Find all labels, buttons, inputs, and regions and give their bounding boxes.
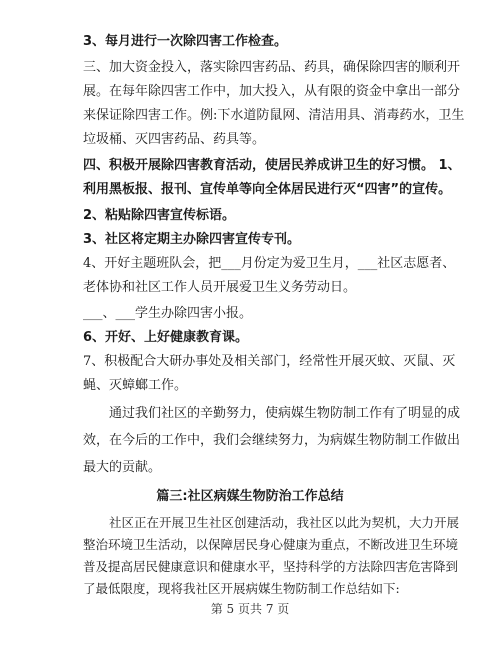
item-special-issue: 3、社区将定期主办除四害宣传专刊。 xyxy=(83,232,301,247)
item-monthly-inspection: 3、每月进行一次除四害工作检查。 xyxy=(83,34,288,49)
section-heading-3: 篇三:社区病媒生物防治工作总结 xyxy=(156,489,344,504)
item-slogans: 2、粘贴除四害宣传标语。 xyxy=(83,208,236,223)
page-footer: 第 5 页共 7 页 xyxy=(210,602,290,616)
item-student-newspaper: ___、___学生办除四害小报。 xyxy=(83,306,253,321)
item-cooperation: 7、积极配合大研办事处及相关部门，经常性开展灭蚊、灭鼠、灭蝇、灭蟑螂工作。 xyxy=(83,354,456,393)
section-education: 四、积极开展除四害教育活动，使居民养成讲卫生的好习惯。 1、利用黑板报、报刊、宣传单等向全体居民进行灭“四害”的宣传。 xyxy=(83,158,461,197)
conclusion-paragraph: 通过我们社区的辛勤努力，使病媒生物防制工作有了明显的成效，在今后的工作中，我们会继续努力，为病媒生物防制工作做出最大的贡献。 xyxy=(83,406,461,475)
item-health-class: 6、开好、上好健康教育课。 xyxy=(83,330,249,345)
summary-paragraph: 社区正在开展卫生社区创建活动，我社区以此为契机，大力开展整治环境卫生活动，以保障居民身心健康为重点，不断改进卫生环境普及提高居民健康意识和健康水平，坚持科学的方法除四害危害降到了最低限度，现将我社区开展病媒生物防制工作总结如下: xyxy=(83,515,460,596)
section-funding: 三、加大资金投入，落实除四害药品、药具，确保除四害的顺利开展。在每年除四害工作中，加大投入，从有限的资金中拿出一部分来保证除四害工作。例:下水道防鼠网、清洁用具、消毒药水，卫生垃圾桶、灭四害药品、药具等。 xyxy=(83,60,465,147)
item-class-meeting: 4、开好主题班队会，把___月份定为爱卫生月，___社区志愿者、老体协和社区工作人员开展爱卫生义务劳动日。 xyxy=(83,256,456,295)
